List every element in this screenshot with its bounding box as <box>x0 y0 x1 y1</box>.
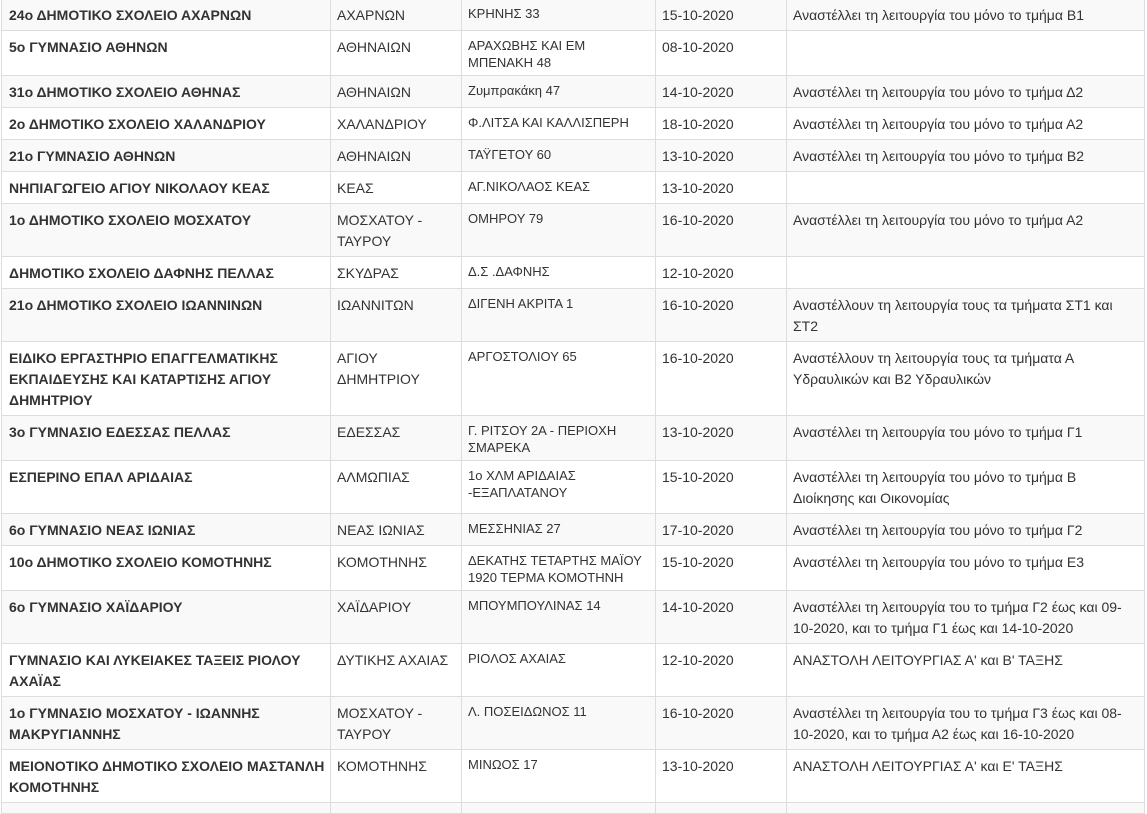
school-name-cell: ΝΗΠΙΑΓΩΓΕΙΟ ΑΓΙΟΥ ΝΙΚΟΛΑΟΥ ΚΕΑΣ <box>2 172 331 204</box>
table-row <box>2 257 1145 289</box>
date-cell: 12-10-2020 <box>656 257 787 289</box>
table-row <box>2 803 1145 814</box>
school-name-cell: ΕΣΠΕΡΙΝΟ ΕΠΑΛ ΑΡΙΔΑΙΑΣ <box>2 461 331 514</box>
table-row <box>2 416 1145 461</box>
municipality-cell: ΚΕΑΣ <box>331 172 462 204</box>
date-cell: 13-10-2020 <box>656 140 787 172</box>
municipality-cell: ΑΛΜΩΠΙΑΣ <box>331 461 462 514</box>
municipality-cell <box>331 803 462 814</box>
table-row <box>2 289 1145 342</box>
municipality-cell: ΑΘΗΝΑΙΩΝ <box>331 31 462 76</box>
school-name-cell: 6ο ΓΥΜΝΑΣΙΟ ΧΑΪΔΑΡΙΟΥ <box>2 591 331 644</box>
address-cell: ΟΜΗΡΟΥ 79 <box>462 204 656 257</box>
table-row <box>2 461 1145 514</box>
date-cell: 12-10-2020 <box>656 644 787 697</box>
table-row <box>2 546 1145 591</box>
municipality-cell: ΑΓΙΟΥ ΔΗΜΗΤΡΙΟΥ <box>331 342 462 416</box>
date-cell: 15-10-2020 <box>656 461 787 514</box>
note-cell <box>787 257 1145 289</box>
date-cell: 13-10-2020 <box>656 172 787 204</box>
school-name-cell: ΓΥΜΝΑΣΙΟ ΚΑΙ ΛΥΚΕΙΑΚΕΣ ΤΑΞΕΙΣ ΡΙΟΛΟΥ ΑΧΑΪΑΣ <box>2 644 331 697</box>
municipality-cell: ΜΟΣΧΑΤΟΥ - ΤΑΥΡΟΥ <box>331 204 462 257</box>
municipality-cell: ΜΟΣΧΑΤΟΥ - ΤΑΥΡΟΥ <box>331 697 462 750</box>
address-cell <box>462 803 656 814</box>
address-cell: ΑΡΑΧΩΒΗΣ ΚΑΙ ΕΜ ΜΠΕΝΑΚΗ 48 <box>462 31 656 76</box>
table-row <box>2 76 1145 108</box>
note-cell: Αναστέλλει τη λειτουργία του μόνο το τμήμα Β Διοίκησης και Οικονομίας <box>787 461 1145 514</box>
address-cell: ΔΕΚΑΤΗΣ ΤΕΤΑΡΤΗΣ ΜΑΪΟΥ 1920 ΤΕΡΜΑ ΚΟΜΟΤΗΝΗ <box>462 546 656 591</box>
note-cell <box>787 31 1145 76</box>
municipality-cell: ΑΘΗΝΑΙΩΝ <box>331 76 462 108</box>
municipality-cell: ΧΑΛΑΝΔΡΙΟΥ <box>331 108 462 140</box>
school-name-cell: 6ο ΓΥΜΝΑΣΙΟ ΝΕΑΣ ΙΩΝΙΑΣ <box>2 514 331 546</box>
table-row <box>2 591 1145 644</box>
address-cell: ΑΡΓΟΣΤΟΛΙΟΥ 65 <box>462 342 656 416</box>
table-row <box>2 697 1145 750</box>
note-cell <box>787 172 1145 204</box>
note-cell: Αναστέλλει τη λειτουργία του μόνο το τμήμα Γ1 <box>787 416 1145 461</box>
municipality-cell: ΑΧΑΡΝΩΝ <box>331 0 462 31</box>
date-cell: 16-10-2020 <box>656 204 787 257</box>
address-cell: Δ.Σ .ΔΑΦΝΗΣ <box>462 257 656 289</box>
note-cell: Αναστέλλει τη λειτουργία του μόνο το τμήμα Β1 <box>787 0 1145 31</box>
school-name-cell: 31ο ΔΗΜΟΤΙΚΟ ΣΧΟΛΕΙΟ ΑΘΗΝΑΣ <box>2 76 331 108</box>
school-name-cell: 5ο ΓΥΜΝΑΣΙΟ ΑΘΗΝΩΝ <box>2 31 331 76</box>
note-cell: Αναστέλλουν τη λειτουργία τους τα τμήματα Α Υδραυλικών και Β2 Υδραυλικών <box>787 342 1145 416</box>
municipality-cell: ΕΔΕΣΣΑΣ <box>331 416 462 461</box>
school-name-cell: 24ο ΔΗΜΟΤΙΚΟ ΣΧΟΛΕΙΟ ΑΧΑΡΝΩΝ <box>2 0 331 31</box>
school-name-cell: 1ο ΔΗΜΟΤΙΚΟ ΣΧΟΛΕΙΟ ΜΟΣΧΑΤΟΥ <box>2 204 331 257</box>
schools-table-body <box>2 0 1145 814</box>
table-row <box>2 108 1145 140</box>
table-row <box>2 172 1145 204</box>
address-cell: Λ. ΠΟΣΕΙΔΩΝΟΣ 11 <box>462 697 656 750</box>
note-cell: Αναστέλλει τη λειτουργία του μόνο το τμήμα Α2 <box>787 108 1145 140</box>
date-cell: 16-10-2020 <box>656 289 787 342</box>
table-row <box>2 750 1145 803</box>
municipality-cell: ΧΑΪΔΑΡΙΟΥ <box>331 591 462 644</box>
school-name-cell: 21ο ΔΗΜΟΤΙΚΟ ΣΧΟΛΕΙΟ ΙΩΑΝΝΙΝΩΝ <box>2 289 331 342</box>
school-name-cell: ΕΙΔΙΚΟ ΕΡΓΑΣΤΗΡΙΟ ΕΠΑΓΓΕΛΜΑΤΙΚΗΣ ΕΚΠΑΙΔΕΥΣΗΣ ΚΑΙ ΚΑΤΑΡΤΙΣΗΣ ΑΓΙΟΥ ΔΗΜΗΤΡΙΟΥ <box>2 342 331 416</box>
address-cell: Φ.ΛΙΤΣΑ ΚΑΙ ΚΑΛΛΙΣΠΕΡΗ <box>462 108 656 140</box>
address-cell: ΡΙΟΛΟΣ ΑΧΑΙΑΣ <box>462 644 656 697</box>
date-cell: 14-10-2020 <box>656 76 787 108</box>
address-cell: ΚΡΗΝΗΣ 33 <box>462 0 656 31</box>
date-cell: 15-10-2020 <box>656 546 787 591</box>
note-cell: Αναστέλλει τη λειτουργία του μόνο το τμήμα Δ2 <box>787 76 1145 108</box>
table-row <box>2 204 1145 257</box>
school-name-cell: 1ο ΓΥΜΝΑΣΙΟ ΜΟΣΧΑΤΟΥ - ΙΩΑΝΝΗΣ ΜΑΚΡΥΓΙΑΝΝΗΣ <box>2 697 331 750</box>
date-cell: 16-10-2020 <box>656 697 787 750</box>
date-cell: 13-10-2020 <box>656 750 787 803</box>
table-row <box>2 140 1145 172</box>
note-cell: Αναστέλλει τη λειτουργία του μόνο το τμήμα Ε3 <box>787 546 1145 591</box>
note-cell: Αναστέλλουν τη λειτουργία τους τα τμήματα ΣΤ1 και ΣΤ2 <box>787 289 1145 342</box>
note-cell <box>787 803 1145 814</box>
schools-table <box>1 0 1145 814</box>
municipality-cell: ΙΩΑΝΝΙΤΩΝ <box>331 289 462 342</box>
address-cell: ΔΙΓΕΝΗ ΑΚΡΙΤΑ 1 <box>462 289 656 342</box>
school-name-cell: ΜΕΙΟΝΟΤΙΚΟ ΔΗΜΟΤΙΚΟ ΣΧΟΛΕΙΟ ΜΑΣΤΑΝΛΗ ΚΟΜΟΤΗΝΗΣ <box>2 750 331 803</box>
table-row <box>2 0 1145 31</box>
date-cell: 16-10-2020 <box>656 342 787 416</box>
date-cell: 18-10-2020 <box>656 108 787 140</box>
note-cell: Αναστέλλει τη λειτουργία του μόνο το τμήμα Β2 <box>787 140 1145 172</box>
note-cell: Αναστέλλει τη λειτουργία του το τμήμα Γ3 έως και 08-10-2020, και το τμήμα Α2 έως και 16-10-2020 <box>787 697 1145 750</box>
school-name-cell: 2ο ΔΗΜΟΤΙΚΟ ΣΧΟΛΕΙΟ ΧΑΛΑΝΔΡΙΟΥ <box>2 108 331 140</box>
date-cell: 13-10-2020 <box>656 416 787 461</box>
address-cell: ΜΕΣΣΗΝΙΑΣ 27 <box>462 514 656 546</box>
address-cell: 1ο ΧΛΜ ΑΡΙΔΑΙΑΣ -ΕΞΑΠΛΑΤΑΝΟΥ <box>462 461 656 514</box>
address-cell: Ζυμπρακάκη 47 <box>462 76 656 108</box>
school-name-cell: 3ο ΓΥΜΝΑΣΙΟ ΕΔΕΣΣΑΣ ΠΕΛΛΑΣ <box>2 416 331 461</box>
municipality-cell: ΝΕΑΣ ΙΩΝΙΑΣ <box>331 514 462 546</box>
table-row <box>2 514 1145 546</box>
table-row <box>2 31 1145 76</box>
school-name-cell: 21ο ΓΥΜΝΑΣΙΟ ΑΘΗΝΩΝ <box>2 140 331 172</box>
date-cell: 15-10-2020 <box>656 0 787 31</box>
school-name-cell <box>2 803 331 814</box>
school-name-cell: 10ο ΔΗΜΟΤΙΚΟ ΣΧΟΛΕΙΟ ΚΟΜΟΤΗΝΗΣ <box>2 546 331 591</box>
municipality-cell: ΚΟΜΟΤΗΝΗΣ <box>331 750 462 803</box>
date-cell: 14-10-2020 <box>656 591 787 644</box>
address-cell: Γ. ΡΙΤΣΟΥ 2Α - ΠΕΡΙΟΧΗ ΣΜΑΡΕΚΑ <box>462 416 656 461</box>
table-row <box>2 342 1145 416</box>
address-cell: ΤΑΫΓΕΤΟΥ 60 <box>462 140 656 172</box>
note-cell: Αναστέλλει τη λειτουργία του μόνο το τμήμα Α2 <box>787 204 1145 257</box>
municipality-cell: ΑΘΗΝΑΙΩΝ <box>331 140 462 172</box>
address-cell: ΜΠΟΥΜΠΟΥΛΙΝΑΣ 14 <box>462 591 656 644</box>
school-name-cell: ΔΗΜΟΤΙΚΟ ΣΧΟΛΕΙΟ ΔΑΦΝΗΣ ΠΕΛΛΑΣ <box>2 257 331 289</box>
municipality-cell: ΚΟΜΟΤΗΝΗΣ <box>331 546 462 591</box>
note-cell: Αναστέλλει τη λειτουργία του μόνο το τμήμα Γ2 <box>787 514 1145 546</box>
municipality-cell: ΣΚΥΔΡΑΣ <box>331 257 462 289</box>
note-cell: Αναστέλλει τη λειτουργία του το τμήμα Γ2 έως και 09-10-2020, και το τμήμα Γ1 έως και 14-10-2020 <box>787 591 1145 644</box>
table-row <box>2 644 1145 697</box>
date-cell <box>656 803 787 814</box>
date-cell: 17-10-2020 <box>656 514 787 546</box>
address-cell: ΜΙΝΩΟΣ 17 <box>462 750 656 803</box>
municipality-cell: ΔΥΤΙΚΗΣ ΑΧΑΙΑΣ <box>331 644 462 697</box>
date-cell: 08-10-2020 <box>656 31 787 76</box>
address-cell: ΑΓ.ΝΙΚΟΛΑΟΣ ΚΕΑΣ <box>462 172 656 204</box>
note-cell: ΑΝΑΣΤΟΛΗ ΛΕΙΤΟΥΡΓΙΑΣ Α' και Ε' ΤΑΞΗΣ <box>787 750 1145 803</box>
note-cell: ΑΝΑΣΤΟΛΗ ΛΕΙΤΟΥΡΓΙΑΣ Α' και Β' ΤΑΞΗΣ <box>787 644 1145 697</box>
